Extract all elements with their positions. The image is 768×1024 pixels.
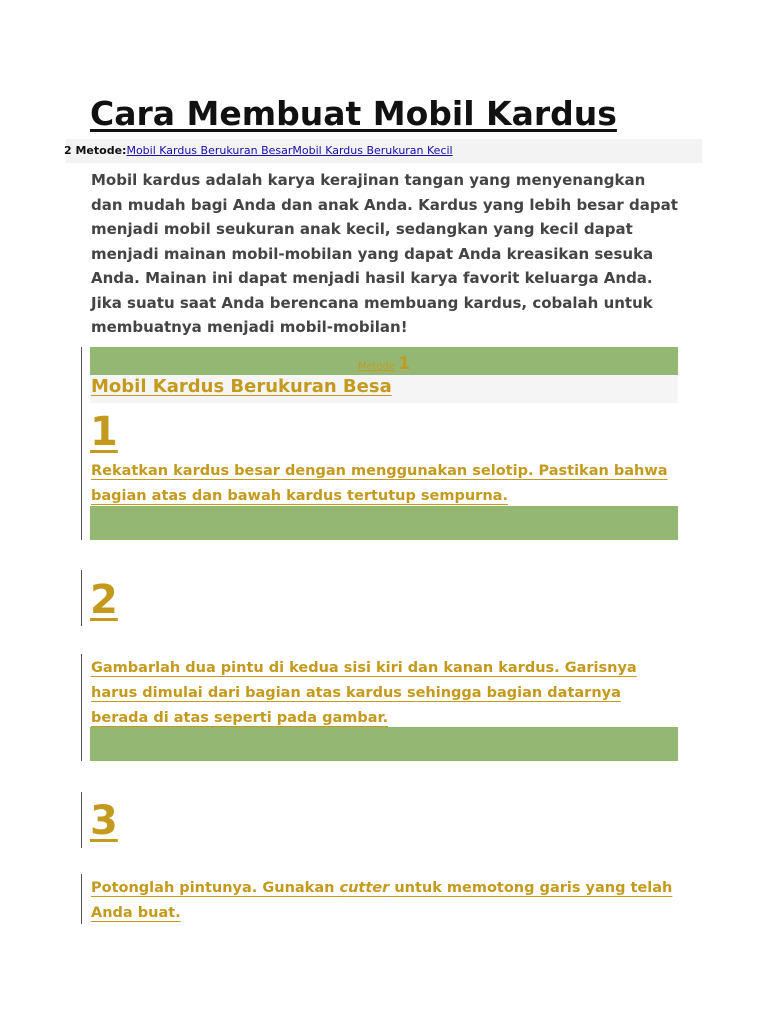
method-link-small[interactable]: Mobil Kardus Berukuran Kecil <box>292 144 453 157</box>
step-text-part: untuk memotong garis yang telah Anda buat. <box>91 880 673 921</box>
step-divider-line <box>81 874 82 924</box>
page-title: Cara Membuat Mobil Kardus <box>90 94 617 133</box>
step-text: Gambarlah dua pintu di kedua sisi kiri dan kanan kardus. Garisnya harus dimulai dari bagian atas kardus sehingga bagian datarnya berada di atas seperti pada gambar. <box>91 660 637 726</box>
step-number: 3 <box>90 798 118 844</box>
method-heading-row <box>90 375 678 403</box>
step-divider-line <box>81 792 82 848</box>
step-text: Rekatkan kardus besar dengan menggunakan selotip. Pastikan bahwa bagian atas dan bawah kardus tertutup sempurna. <box>91 463 668 504</box>
method-bar <box>90 347 678 375</box>
method-number: 1 <box>398 354 411 374</box>
step-marker: 2. <box>50 749 61 760</box>
step-divider-line <box>81 347 82 540</box>
step-bar <box>90 506 678 540</box>
step-bar <box>90 727 678 761</box>
step-number: 2 <box>90 577 118 623</box>
step-text <box>91 876 679 926</box>
methods-label: 2 Metode: <box>64 144 127 157</box>
method-label: Metode <box>357 361 396 372</box>
method-heading[interactable]: Mobil Kardus Berukuran Besa <box>91 376 392 397</box>
step-marker: 1. <box>50 528 61 539</box>
step-divider-line <box>81 654 82 761</box>
intro-paragraph: Mobil kardus adalah karya kerajinan tangan yang menyenangkan dan mudah bagi Anda dan anak Anda. Kardus yang lebih besar dapat menjadi mobil seukuran anak kecil, sedangkan yang kecil dapat menjadi mainan mobil-mobilan yang dapat Anda kreasikan sesuka Anda. Mainan ini dapat menjadi hasil karya favorit keluarga Anda. Jika suatu saat Anda berencana membuang kardus, cobalah untuk membuatnya menjadi mobil-mobilan! <box>91 171 678 336</box>
step-divider-line <box>81 570 82 626</box>
step-text-part: Potonglah pintunya. Gunakan <box>91 880 340 896</box>
step-number: 1 <box>90 409 118 455</box>
step-text-emphasis: cutter <box>339 880 390 896</box>
methods-bar <box>66 139 702 163</box>
method-link-large[interactable]: Mobil Kardus Berukuran Besar <box>126 144 293 157</box>
